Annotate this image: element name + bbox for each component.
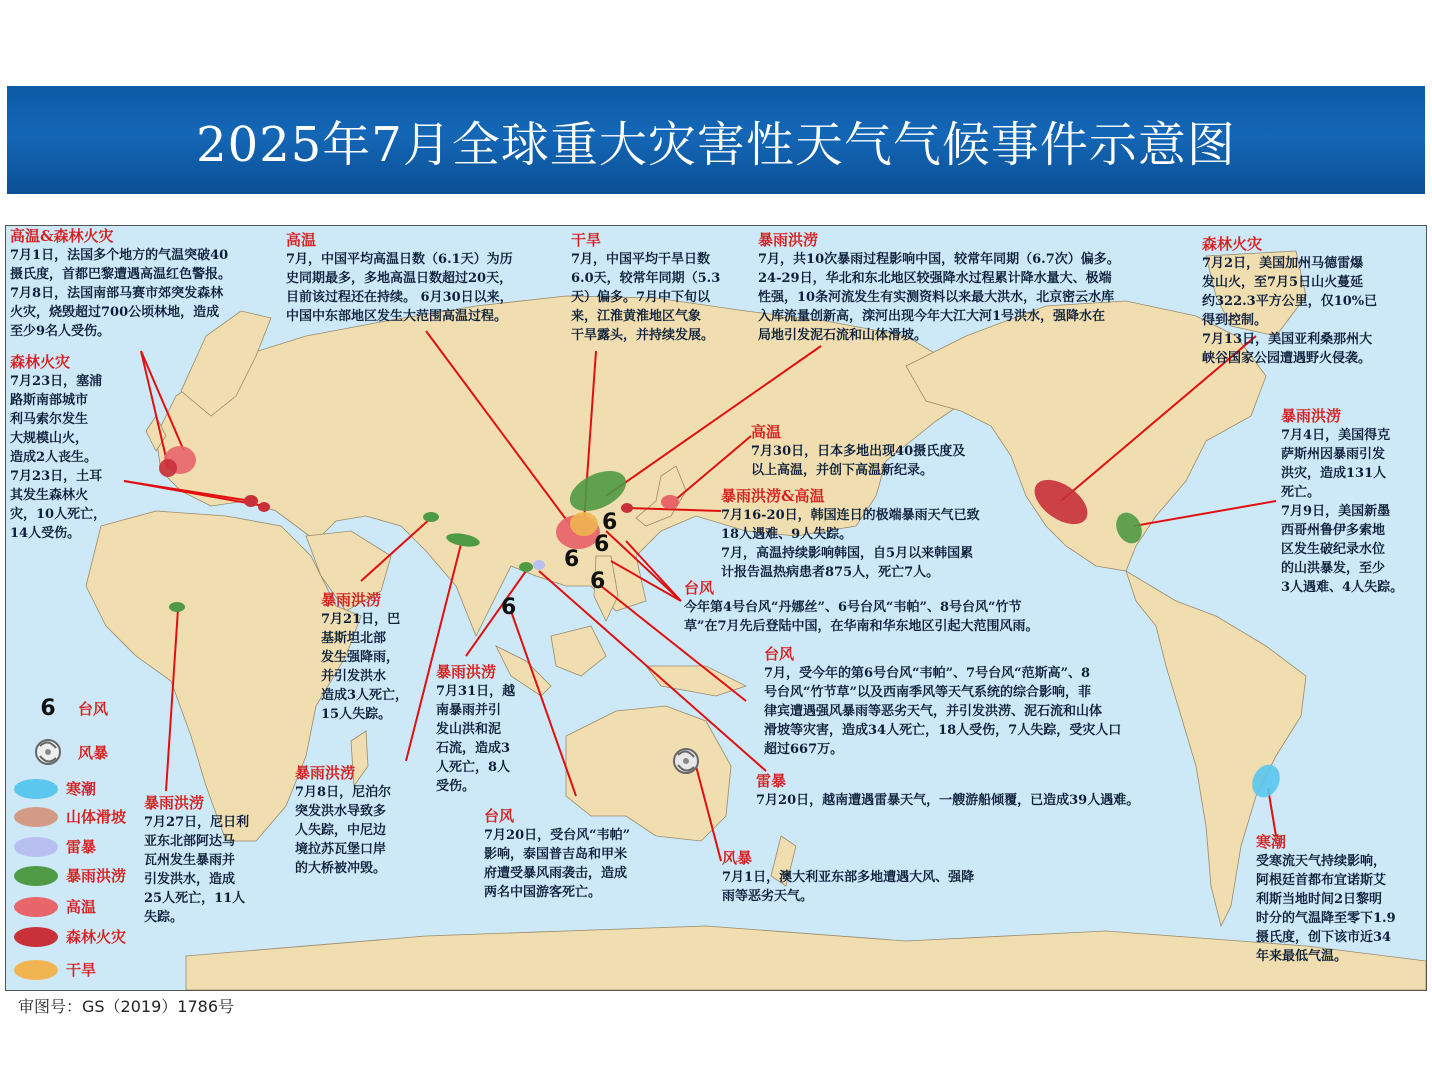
- storm-icon: [674, 749, 698, 773]
- legend-label: 雷暴: [66, 838, 97, 856]
- annotation-title: 暴雨洪涝: [295, 764, 356, 782]
- annotation-line: 来，江淮黄淮地区气象: [571, 309, 702, 324]
- legend-item-heat: [14, 896, 96, 917]
- legend-swatch: [14, 837, 58, 857]
- annotation-us-flood: [1281, 406, 1423, 597]
- annotation-title: 台风: [764, 645, 795, 663]
- typhoon-icon: 6: [602, 510, 618, 535]
- annotation-line: 7月20日，受台风“韦帕”: [484, 828, 631, 843]
- legend-label: 森林火灾: [66, 928, 127, 946]
- legend-label: 暴雨洪涝: [66, 867, 127, 885]
- annotation-title: 暴雨洪涝: [758, 231, 819, 249]
- annotation-line: 入库流量创新高，滦河出现今年大江大河1号洪水，强降水在: [758, 309, 1106, 324]
- annotation-line: 局地引发泥石流和山体滑坡。: [758, 328, 928, 343]
- annotation-line: 超过667万。: [764, 742, 844, 757]
- annotation-line: 7月30日，日本多地出现40摄氏度及: [751, 444, 966, 459]
- annotation-title: 风暴: [722, 849, 753, 867]
- annotation-line: 的山洪暴发，至少: [1281, 561, 1386, 576]
- annotation-title: 森林火灾: [1202, 235, 1263, 253]
- page-title: 2025年7月全球重大灾害性天气气候事件示意图: [196, 116, 1236, 173]
- annotation-line: 发山洪和泥: [436, 722, 502, 737]
- thunderstorm-marker-vietnam: [533, 560, 545, 570]
- annotation-title: 高温&森林火灾: [10, 227, 114, 245]
- annotation-line: 7月21日，巴: [321, 612, 401, 627]
- annotation-philippines-typhoon: [764, 644, 1204, 759]
- typhoon-icon: 6: [594, 532, 610, 557]
- annotation-title: 暴雨洪涝: [1281, 407, 1342, 425]
- annotation-line: 发生强降雨，: [321, 650, 400, 665]
- annotation-title: 台风: [484, 807, 515, 825]
- annotation-line: 18人遇难、9人失踪。: [721, 527, 853, 542]
- annotation-line: 14人受伤。: [10, 526, 81, 541]
- legend-label: 寒潮: [66, 780, 97, 798]
- annotation-line: 阿根廷首都布宜诺斯艾: [1256, 873, 1387, 888]
- annotation-line: 7月，共10次暴雨过程影响中国，较常年同期（6.7次）偏多。: [758, 252, 1120, 267]
- flood-marker-nigeria: [169, 602, 185, 612]
- typhoon-icon: 6: [590, 569, 606, 594]
- annotation-china-flood: [758, 230, 1198, 345]
- annotation-korea-flood-heat: [721, 486, 1051, 582]
- annotation-line: 号台风“竹节草”以及西南季风等天气系统的综合影响，菲: [764, 685, 1091, 700]
- annotation-line: 年来最低气温。: [1256, 949, 1348, 964]
- annotation-line: 时分的气温降至零下1.9: [1256, 911, 1396, 926]
- world-map: [5, 225, 1427, 991]
- annotation-line: 基斯坦北部: [321, 631, 387, 646]
- annotation-line: 7月16-20日，韩国连日的极端暴雨天气已致: [721, 508, 980, 523]
- annotation-line: 干旱露头，并持续发展。: [571, 328, 715, 343]
- legend-swatch: [14, 927, 58, 947]
- annotation-cyprus-turkey-fire: [10, 352, 130, 543]
- annotation-title: 暴雨洪涝: [144, 794, 205, 812]
- annotation-argentina-cold: [1256, 832, 1426, 966]
- typhoon-icon: 6: [564, 547, 580, 572]
- annotation-line: 7月20日，越南遭遇雷暴天气，一艘游船倾覆，已造成39人遇难。: [756, 793, 1140, 808]
- annotation-japan-heat: [751, 422, 1011, 480]
- annotation-line: 目前该过程还在持续。 6月30日以来，: [286, 290, 513, 305]
- flood-marker-pakistan: [423, 512, 439, 522]
- legend-item-thunderstorm: [14, 836, 96, 857]
- annotation-line: 境拉苏瓦堡口岸: [295, 842, 387, 857]
- annotation-title: 高温: [751, 423, 782, 441]
- annotation-line: 受伤。: [436, 779, 476, 794]
- annotation-line: 瓦州发生暴雨并: [144, 853, 236, 868]
- annotation-line: 两名中国游客死亡。: [484, 885, 602, 900]
- annotation-line: 25人死亡，11人: [144, 891, 246, 906]
- annotation-line: 发山火，至7月5日山火蔓延: [1202, 275, 1364, 290]
- annotation-line: 得到控制。: [1202, 313, 1268, 328]
- annotation-line: 滑坡等灾害，造成34人死亡，18人受伤，7人失踪，受灾人口: [764, 723, 1122, 738]
- annotation-line: 15人失踪。: [321, 707, 392, 722]
- legend-swatch: [14, 960, 58, 980]
- annotation-title: 雷暴: [756, 772, 787, 790]
- storm-icon: [26, 738, 70, 766]
- annotation-line: 死亡。: [1281, 485, 1321, 500]
- annotation-line: 以上高温，并创下高温新纪录。: [751, 463, 934, 478]
- heat-marker-japan: [661, 495, 679, 509]
- annotation-line: 史同期最多，多地高温日数超过20天，: [286, 271, 513, 286]
- annotation-line: 7月9日，美国新墨: [1281, 504, 1391, 519]
- wildfire-marker-france: [159, 459, 177, 477]
- annotation-line: 计报告温热病患者875人，死亡7人。: [721, 565, 940, 580]
- annotation-line: 亚东北部阿达马: [144, 834, 236, 849]
- annotation-line: 7月23日，塞浦: [10, 374, 103, 389]
- annotation-line: 7月4日，美国得克: [1281, 428, 1391, 443]
- annotation-china-typhoon: [684, 578, 1154, 636]
- annotation-line: 南暴雨并引: [436, 703, 502, 718]
- flood-marker-vietnam: [519, 562, 533, 572]
- annotation-line: 石流，造成3: [436, 741, 511, 756]
- heat-marker-korea: [621, 503, 633, 513]
- annotation-line: 7月1日，法国多个地方的气温突破40: [10, 248, 229, 263]
- annotation-line: 并引发洪水: [321, 669, 387, 684]
- legend-swatch: [14, 807, 58, 827]
- annotation-us-wildfire: [1202, 234, 1422, 368]
- annotation-line: 7月13日，美国亚利桑那州大: [1202, 332, 1373, 347]
- annotation-title: 寒潮: [1256, 833, 1287, 851]
- annotation-line: 萨斯州因暴雨引发: [1281, 447, 1386, 462]
- annotation-line: 摄氏度，首都巴黎遭遇高温红色警报。: [10, 267, 232, 282]
- annotation-line: 7月，中国平均高温日数（6.1天）为历: [286, 252, 513, 267]
- legend-label: 风暴: [78, 743, 109, 762]
- legend-item-windstorm: [26, 738, 108, 766]
- annotation-nigeria-flood: [144, 793, 284, 927]
- annotation-line: 今年第4号台风“丹娜丝”、6号台风“韦帕”、8号台风“竹节: [684, 600, 1022, 615]
- legend-label: 台风: [78, 700, 109, 718]
- new-guinea-landmass: [646, 666, 746, 696]
- annotation-line: 律宾遭遇强风暴雨等恶劣天气，并引发洪涝、泥石流和山体: [764, 704, 1103, 719]
- legend-label: 高温: [66, 898, 97, 916]
- borneo-landmass: [551, 626, 606, 676]
- annotation-line: 7月27日，尼日利: [144, 815, 250, 830]
- annotation-line: 约322.3平方公里，仅10%已: [1202, 294, 1378, 309]
- annotation-line: 洪灾，造成131人: [1281, 466, 1387, 481]
- annotation-line: 造成3人死亡，: [321, 688, 409, 703]
- annotation-australia-storm: [722, 848, 1052, 906]
- legend-swatch: [14, 897, 58, 917]
- annotation-line: 路斯南部城市: [10, 393, 89, 408]
- annotation-line: 区发生破纪录水位: [1281, 542, 1386, 557]
- legend-swatch: [14, 866, 58, 886]
- annotation-title: 干旱: [571, 231, 602, 249]
- annotation-line: 府遭受暴风雨袭击，造成: [484, 866, 628, 881]
- annotation-line: 6.0天，较常年同期（5.3: [571, 271, 721, 286]
- annotation-line: 火灾，烧毁超过700公顷林地，造成: [10, 305, 220, 320]
- annotation-line: 大规模山火，: [10, 431, 89, 446]
- legend-item-rainstorm-flood: [14, 865, 126, 886]
- annotation-line: 灾，10人死亡，: [10, 507, 107, 522]
- annotation-title: 台风: [684, 579, 715, 597]
- annotation-line: 受寒流天气持续影响，: [1256, 854, 1387, 869]
- annotation-china-drought: [571, 230, 756, 345]
- annotation-line: 人死亡，8人: [436, 760, 511, 775]
- annotation-line: 7月，受今年的第6号台风“韦帕”、7号台风“范斯高”、8: [764, 666, 1091, 681]
- annotation-pakistan-flood: [321, 590, 436, 724]
- annotation-line: 性强，10条河流发生有实测资料以来最大洪水，北京密云水库: [758, 290, 1115, 305]
- annotation-line: 利斯当地时间2日黎明: [1256, 892, 1383, 907]
- annotation-line: 失踪。: [144, 910, 184, 925]
- annotation-line: 造成2人丧生。: [10, 450, 98, 465]
- annotation-line: 7月8日，法国南部马赛市郊突发森林: [10, 286, 224, 301]
- annotation-line: 7月8日，尼泊尔: [295, 785, 392, 800]
- annotation-line: 中国中东部地区发生大范围高温过程。: [286, 309, 508, 324]
- map-approval-number: 审图号：GS（2019）1786号: [18, 997, 234, 1016]
- annotation-line: 7月31日，越: [436, 684, 516, 699]
- annotation-europe-heat-fire: [10, 226, 285, 341]
- annotation-line: 影响，泰国普吉岛和甲米: [484, 847, 628, 862]
- annotation-line: 24-29日，华北和东北地区较强降水过程累计降水量大、极端: [758, 271, 1112, 286]
- typhoon-icon: 6: [501, 595, 517, 620]
- legend-item-drought: [14, 959, 96, 980]
- annotation-line: 摄氏度，创下该市近34: [1256, 930, 1392, 945]
- annotation-line: 至少9名人受伤。: [10, 324, 111, 339]
- annotation-title: 暴雨洪涝&高温: [721, 487, 825, 505]
- annotation-title: 暴雨洪涝: [436, 663, 497, 681]
- annotation-china-heat: [286, 230, 566, 326]
- legend-swatch: [14, 779, 58, 799]
- annotation-line: 7月23日，土耳: [10, 469, 103, 484]
- annotation-line: 利马索尔发生: [10, 412, 89, 427]
- annotation-nepal-flood: [295, 763, 465, 878]
- annotation-thailand-typhoon: [484, 806, 684, 902]
- annotation-vietnam-thunderstorm: [756, 771, 1226, 810]
- legend-item-typhoon: [26, 696, 108, 721]
- wildfire-marker-turkey: [244, 495, 258, 507]
- annotation-line: 的大桥被冲毁。: [295, 861, 387, 876]
- annotation-line: 峡谷国家公园遭遇野火侵袭。: [1202, 351, 1372, 366]
- legend-item-landslide: [14, 806, 126, 827]
- annotation-line: 7月1日，澳大利亚东部多地遭遇大风、强降: [722, 870, 975, 885]
- annotation-line: 西哥州鲁伊多索地: [1281, 523, 1386, 538]
- annotation-line: 7月，中国平均干旱日数: [571, 252, 711, 267]
- annotation-line: 其发生森林火: [10, 488, 89, 503]
- wildfire-marker-cyprus: [258, 502, 270, 512]
- annotation-line: 天）偏多。7月中下旬以: [571, 290, 711, 305]
- annotation-title: 暴雨洪涝: [321, 591, 382, 609]
- legend-label: 山体滑坡: [66, 808, 127, 826]
- typhoon-icon: 6: [40, 696, 56, 721]
- annotation-line: 7月，高温持续影响韩国，自5月以来韩国累: [721, 546, 974, 561]
- annotation-line: 引发洪水，造成: [144, 872, 236, 887]
- annotation-line: 7月2日，美国加州马德雷爆: [1202, 256, 1364, 271]
- title-banner: [7, 86, 1425, 194]
- annotation-line: 突发洪水导致多: [295, 804, 387, 819]
- annotation-line: 人失踪，中尼边: [295, 823, 387, 838]
- antarctica-landmass: [186, 926, 1426, 990]
- annotation-title: 高温: [286, 231, 317, 249]
- annotation-line: 3人遇难、4人失踪。: [1281, 580, 1404, 595]
- legend-item-wildfire: [14, 926, 126, 947]
- legend-label: 干旱: [66, 961, 97, 979]
- legend-item-cold-wave: [14, 778, 96, 799]
- annotation-title: 森林火灾: [10, 353, 71, 371]
- annotation-line: 草”在7月先后登陆中国，在华南和华东地区引起大范围风雨。: [684, 619, 1039, 634]
- annotation-line: 雨等恶劣天气。: [722, 889, 814, 904]
